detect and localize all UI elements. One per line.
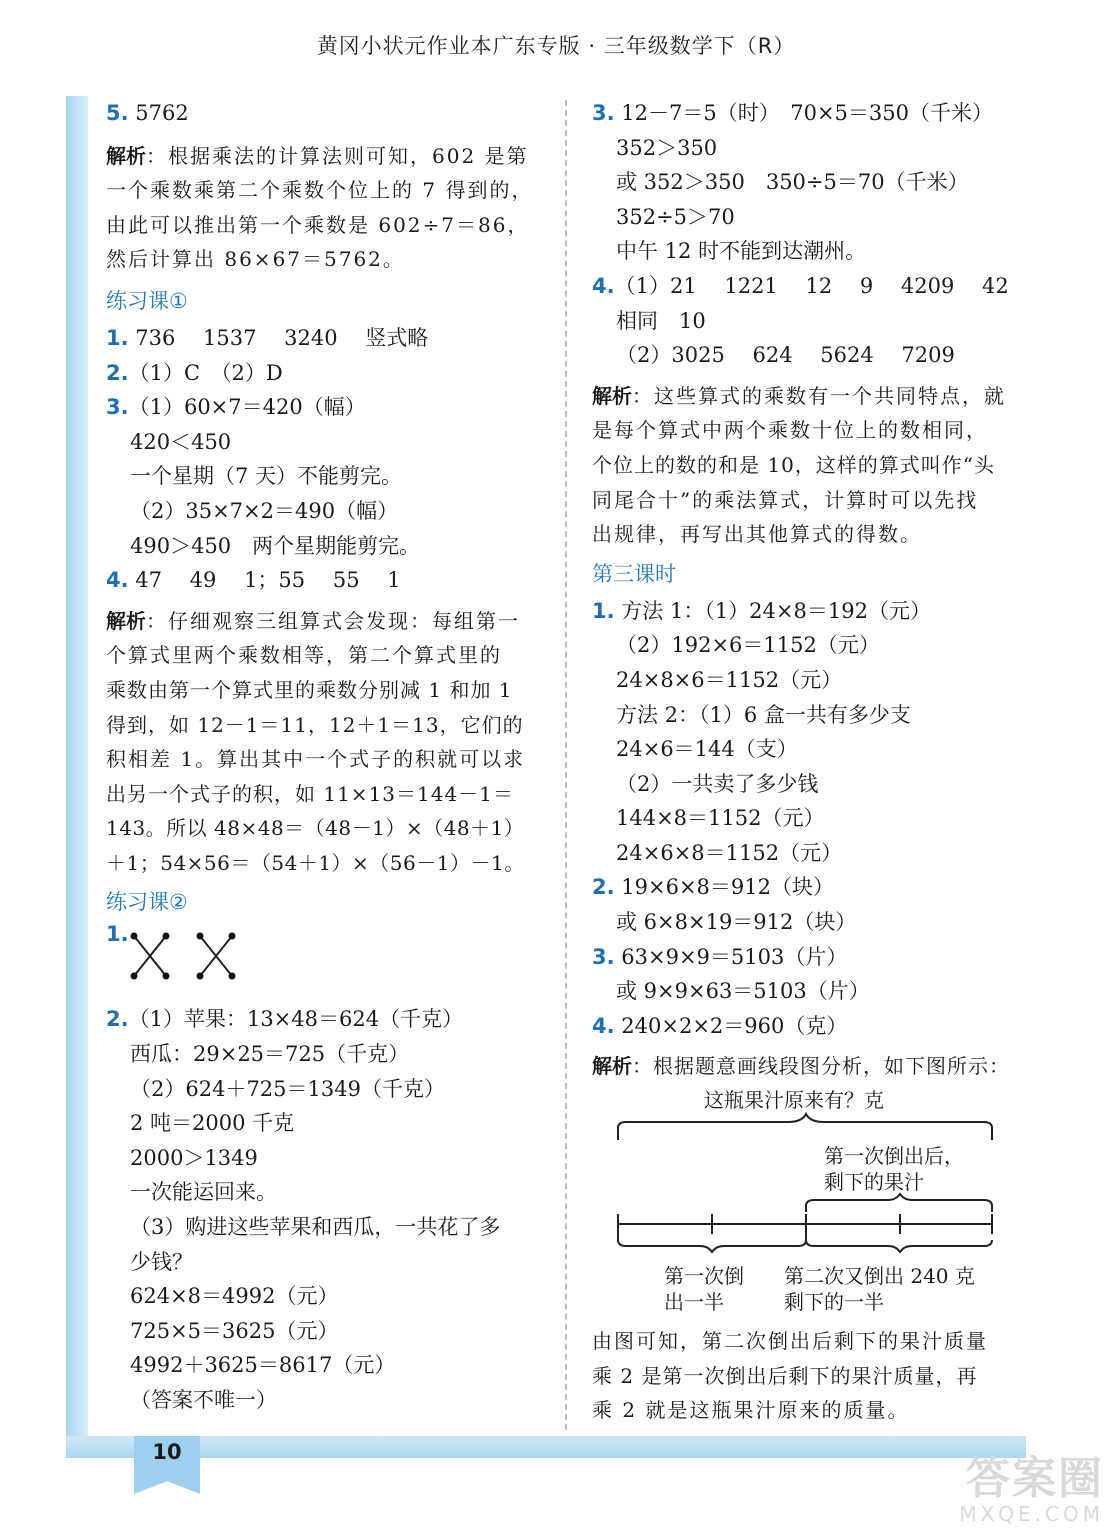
answer-line: 少钱？ [130, 1249, 193, 1274]
answer-line: 中午 12 时不能到达潮州。 [616, 239, 867, 264]
answer-line: 24×6×8＝1152（元） [616, 840, 843, 865]
answer-line: 352＞350 [616, 135, 718, 160]
diagram-bottom-right-1: 第二次又倒出 240 克 [784, 1264, 975, 1289]
analysis-line: ＋1；54×56＝（54＋1）×（56－1）－1。 [106, 850, 525, 875]
answer-line: 725×5＝3625（元） [130, 1318, 339, 1343]
conclusion-line: 乘 2 是第一次倒出后剩下的果汁质量，再 [592, 1363, 978, 1388]
answer-line: （2）624＋725＝1349（千克） [130, 1076, 445, 1101]
answer-3b-right: 3. 63×9×9＝5103（片） [592, 944, 848, 969]
answer-line: （2）35×7×2＝490（幅） [130, 498, 399, 523]
matching-diagram: 1. [106, 922, 552, 1002]
answer-3: 3.（1）60×7＝420（幅） [106, 395, 366, 420]
analysis-line: 解析：这些算式的乘数有一个共同特点，就 [592, 383, 1006, 408]
answer-line: 420＜450 [130, 429, 232, 454]
answer-line: 方法 2：（1）6 盒一共有多少支 [616, 702, 911, 727]
answer-line: （3）购进这些苹果和西瓜，一共花了多 [130, 1215, 501, 1240]
answer-line: 24×6＝144（支） [616, 737, 798, 762]
analysis-line: 一个乘数乘第二个乘数个位上的 7 得到的， [106, 178, 534, 203]
analysis-line: 乘数由第一个算式里的乘数分别减 1 和加 1 [106, 677, 513, 702]
answer-line: 490＞450 两个星期能剪完。 [130, 533, 421, 558]
diagram-bottom-right-2: 剩下的一半 [784, 1290, 884, 1315]
answer-line: （2）192×6＝1152（元） [616, 633, 880, 658]
answer-2: 2.（1）C （2）D [106, 360, 283, 385]
analysis-line: 得到，如 12－1＝11，12＋1＝13，它们的 [106, 712, 524, 737]
answer-4: 4. 47 49 1；55 55 1 [106, 568, 401, 593]
diagram-mid-label-2: 剩下的果汁 [824, 1170, 924, 1195]
analysis-line: 解析：根据题意画线段图分析，如下图所示： [592, 1054, 1010, 1079]
answer-line: 西瓜：29×25＝725（千克） [130, 1042, 410, 1067]
analysis-line: 出规律，再写出其他算式的得数。 [592, 522, 922, 547]
answer-line: 144×8＝1152（元） [616, 806, 825, 831]
analysis-line: 143。所以 48×48＝（48－1）×（48＋1） [106, 816, 525, 841]
answer-line: 相同 10 [616, 308, 706, 333]
left-column [106, 96, 552, 1418]
conclusion-line: 由图可知，第二次倒出后剩下的果汁质量 [592, 1329, 988, 1354]
answer-5: 5. 5762 [106, 101, 189, 125]
answer-line: （2）3025 624 5624 7209 [616, 343, 955, 368]
answer-line: 24×8×6＝1152（元） [616, 667, 843, 692]
answer-4-right: 4.（1）21 1221 12 9 4209 42 [592, 273, 1009, 298]
analysis-line: 然后计算出 86×67＝5762。 [106, 247, 405, 272]
left-decor-bar [66, 96, 88, 1456]
answer-line: 或 9×9×63＝5103（片） [616, 979, 870, 1004]
section-title-practice-2: 练习课② [106, 890, 188, 915]
answer-line: 352÷5＞70 [616, 204, 735, 229]
answer-4b-right: 4. 240×2×2＝960（克） [592, 1013, 848, 1038]
answer-line: 2 吨＝2000 千克 [130, 1111, 295, 1136]
analysis-line: 由此可以推出第一个乘数是 602÷7＝86， [106, 212, 530, 237]
answer-3-right: 3. 12－7＝5（时） 70×5＝350（千米） [592, 101, 993, 125]
answer-line: 一次能运回来。 [130, 1180, 277, 1205]
analysis-line: 出另一个式子的积，如 11×13＝144－1＝ [106, 781, 514, 806]
analysis-line: 个算式里两个乘数相等，第二个算式里的 [106, 643, 502, 668]
right-column [592, 96, 1038, 1428]
diagram-top-label: 这瓶果汁原来有？克 [704, 1088, 884, 1113]
bottom-decor-bar [66, 1436, 1026, 1458]
segment-diagram [592, 1084, 1038, 1324]
answer-line: 4992＋3625＝8617（元） [130, 1353, 396, 1378]
answer-line: （2）一共卖了多少钱 [616, 771, 819, 796]
answer-line: 或 6×8×19＝912（块） [616, 910, 857, 935]
answer-1: 1. 736 1537 3240 竖式略 [106, 325, 429, 350]
analysis-line: 解析：仔细观察三组算式会发现：每组第一 [106, 608, 520, 633]
answer-line: 或 352＞350 350÷5＝70（千米） [616, 170, 969, 195]
section-title-practice-1: 练习课① [106, 288, 188, 313]
answer-line: 一个星期（7 天）不能剪完。 [130, 464, 403, 489]
conclusion-line: 乘 2 就是这瓶果汁原来的质量。 [592, 1398, 910, 1423]
answer-line: 2000＞1349 [130, 1145, 258, 1170]
page-number: 10 [152, 1440, 182, 1464]
diagram-mid-label-1: 第一次倒出后， [824, 1144, 964, 1169]
watermark-logo: 答案圈 MXQE.COM [959, 1453, 1104, 1526]
diagram-bottom-left-2: 出一半 [664, 1290, 724, 1315]
analysis-line: 个位上的数的和是 10，这样的算式叫作“头 [592, 452, 996, 477]
diagram-bottom-left-1: 第一次倒 [664, 1264, 744, 1289]
column-divider [565, 100, 567, 1430]
matching-lines [130, 930, 290, 990]
section-title-lesson-3: 第三课时 [592, 561, 676, 586]
answer-2-right: 2. 19×6×8＝912（块） [592, 875, 834, 900]
page-header: 黄冈小状元作业本广东专版 · 三年级数学下（R） [316, 34, 796, 58]
analysis-line: 解析：根据乘法的计算法则可知，602 是第 [106, 143, 529, 168]
analysis-line: 积相差 1。算出其中一个式子的积就可以求 [106, 747, 526, 772]
answer-1-right: 1. 方法 1：（1）24×8＝192（元） [592, 598, 931, 623]
answer-2b: 2.（1）苹果：13×48＝624（千克） [106, 1007, 464, 1032]
answer-line: 624×8＝4992（元） [130, 1284, 339, 1309]
analysis-line: 是每个算式中两个乘数十位上的数相同， [592, 418, 988, 443]
analysis-line: 同尾合十”的乘法算式，计算时可以先找 [592, 487, 979, 512]
answer-line: （答案不唯一） [130, 1388, 277, 1412]
